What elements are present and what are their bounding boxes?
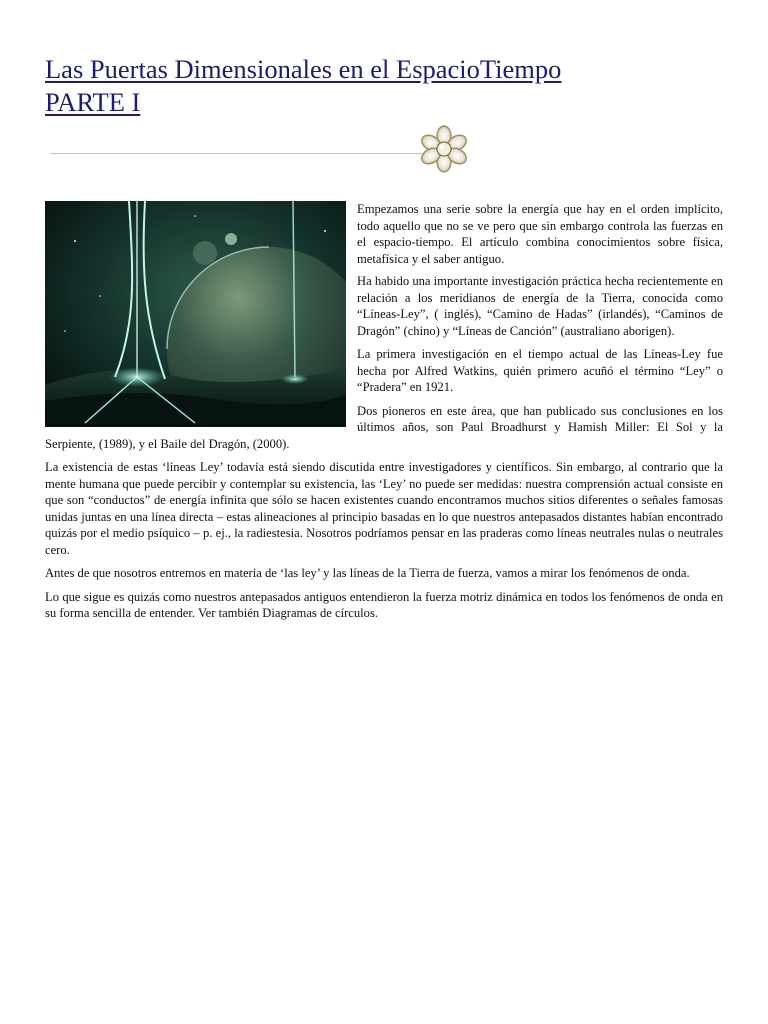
cosmic-planet-image bbox=[45, 201, 346, 427]
flower-icon bbox=[419, 126, 469, 172]
title-line-2[interactable]: PARTE I bbox=[45, 87, 141, 117]
paragraph-1-text: Empezamos una serie sobre la energía que hay en el orden implícito, todo aquello que no se ve pero que sin embargo controla las fuerzas en el espacio-tiempo. El artículo combina conocimientos sobre física, metafísica y el saber antiguo. bbox=[357, 202, 723, 266]
page-title[interactable] bbox=[45, 53, 725, 119]
paragraph-1 bbox=[45, 201, 723, 267]
paragraph-6: Antes de que nosotros entremos en materia de ‘las ley’ y las líneas de la Tierra de fuerza, vamos a mirar los fenómenos de onda. bbox=[45, 566, 690, 580]
paragraph-7: Lo que sigue es quizás como nuestros antepasados antiguos entendieron la fuerza motriz dinámica en todos los fenómenos de onda en su forma sencilla de entender. Ver también Diagramas de círculos. bbox=[45, 589, 723, 620]
paragraph-5: La existencia de estas ‘líneas Ley’ todavía está siendo discutida entre investigadores y científicos. Sin embargo, al contrario que la mente humana que puede percibir y contemplar su existencia, las ‘Ley’ no puede ser medidas: nuestra comprensión actual consiste en que son “conductos” de energía infinita que sólo se hacen existentes cuando encontramos muchos sitios diferentes o señales famosas unidas juntas en una línea directa – estas alineaciones al principio basadas en lo que nuestros antepasados distantes habían encontrado quizás por el medio psíquico – p. ej., la radiestesia. Nosotros podríamos pensar en las praderas como líneas neutrales nulas o neutrales cero. bbox=[45, 460, 723, 557]
title-line-1[interactable]: Las Puertas Dimensionales en el EspacioTiempo bbox=[45, 54, 562, 84]
article-body bbox=[45, 201, 723, 629]
paragraph-2: Ha habido una importante investigación práctica hecha recientemente en relación a los meridianos de energía de la Tierra, conocida como “Líneas-Ley”, ( inglés), “Camino de Hadas” (irlandés), “Caminos de Dragón” (chino) y “Líneas de Canción” (australiano aborigen). bbox=[357, 274, 723, 338]
ornamental-flower-divider bbox=[47, 122, 472, 182]
paragraph-4: Dos pioneros en este área, que han publicado sus conclusiones en los últimos años, son Paul Broadhurst y Hamish Miller: El Sol y la Serpiente, (1989), y el Baile del Dragón, (2000). bbox=[45, 403, 723, 451]
paragraph-3: La primera investigación en el tiempo actual de las Líneas-Ley fue hecha por Alfred Watkins, quién primero acuñó el término “Ley” o “Pradera” en 1921. bbox=[357, 347, 723, 394]
